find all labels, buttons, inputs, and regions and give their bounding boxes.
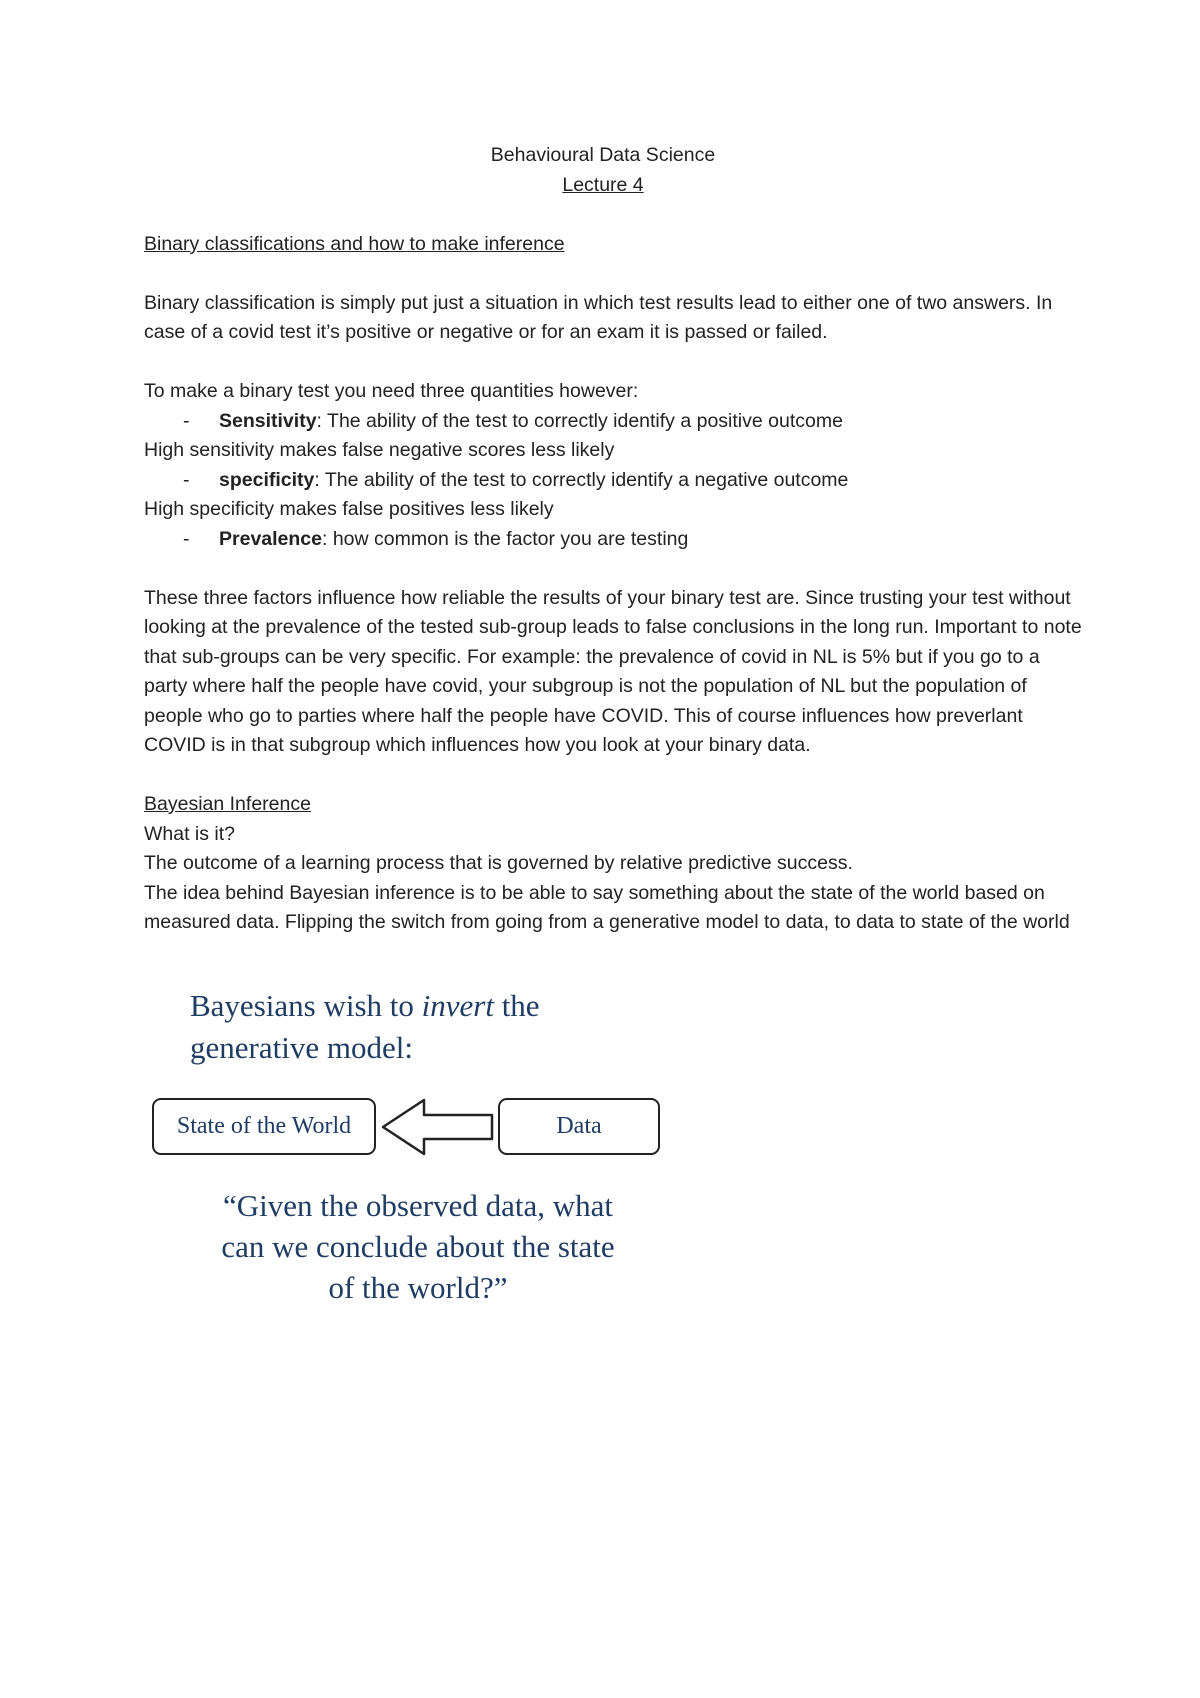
term-prevalence: Prevalence — [219, 527, 322, 550]
section-heading-binary: Binary classifications and how to make inference — [144, 232, 565, 255]
bullet-marker: - — [183, 468, 190, 491]
desc-prevalence: : how common is the factor you are testing — [322, 527, 689, 550]
state-of-world-box: State of the World — [152, 1098, 376, 1155]
bullet-sensitivity — [144, 407, 1084, 437]
bayesian-question: What is it? — [144, 822, 236, 845]
bullet-marker: - — [183, 409, 190, 432]
desc-sensitivity: : The ability of the test to correctly identify a positive outcome — [316, 409, 843, 432]
bullet-specificity — [144, 466, 1084, 496]
note-specificity: High specificity makes false positives less likely — [144, 498, 554, 520]
left-arrow-icon — [380, 1097, 500, 1157]
intro-paragraph: Binary classification is simply put just a situation in which test results lead to either one of two answers. In case of a covid test it’s positive or negative or for an exam it is passed or failed. — [144, 291, 1053, 343]
bayesian-definition: The outcome of a learning process that is governed by relative predictive success. — [144, 852, 853, 874]
figure-heading-emphasis: invert — [421, 988, 494, 1023]
quote-line-1: “Given the observed data, what — [223, 1188, 613, 1223]
bullet-marker: - — [183, 527, 190, 550]
bayesian-explanation: The idea behind Bayesian inference is to be able to say something about the state of the world based on measured data. Flipping the switch from going from a generative model to data, to data to state of the world — [144, 881, 1070, 933]
lecture-title: Lecture 4 — [562, 173, 644, 196]
document-body — [144, 141, 1084, 938]
data-box: Data — [498, 1098, 660, 1155]
factors-paragraph: These three factors influence how reliable the results of your binary test are. Since trusting your test without looking at the prevalence of the tested sub-group leads to false conclusions in the long run. Important to note that sub-groups can be very specific. For example: the prevalence of covid in NL is 5% but if you go to a party where half the people have covid, your subgroup is not the population of NL but the population of people who go to parties where half the people have COVID. This of course influences how preverlant COVID is in that subgroup which influences how you look at your binary data. — [144, 586, 1082, 756]
quote-line-3: of the world?” — [328, 1270, 508, 1305]
desc-specificity: : The ability of the test to correctly identify a negative outcome — [314, 468, 849, 491]
bullet-prevalence — [144, 525, 1084, 555]
note-sensitivity: High sensitivity makes false negative scores less likely — [144, 439, 615, 461]
quote-line-2: can we conclude about the state — [221, 1229, 615, 1264]
term-specificity: specificity — [219, 468, 315, 491]
course-title: Behavioural Data Science — [490, 144, 716, 166]
inverse-model-figure — [148, 985, 688, 1315]
quantities-lead: To make a binary test you need three quantities however: — [144, 380, 639, 402]
figure-heading: Bayesians wish to invert the generative model: — [190, 988, 540, 1065]
term-sensitivity: Sensitivity — [219, 409, 317, 432]
section-heading-bayesian: Bayesian Inference — [144, 793, 311, 815]
figure-quote — [148, 1185, 688, 1308]
